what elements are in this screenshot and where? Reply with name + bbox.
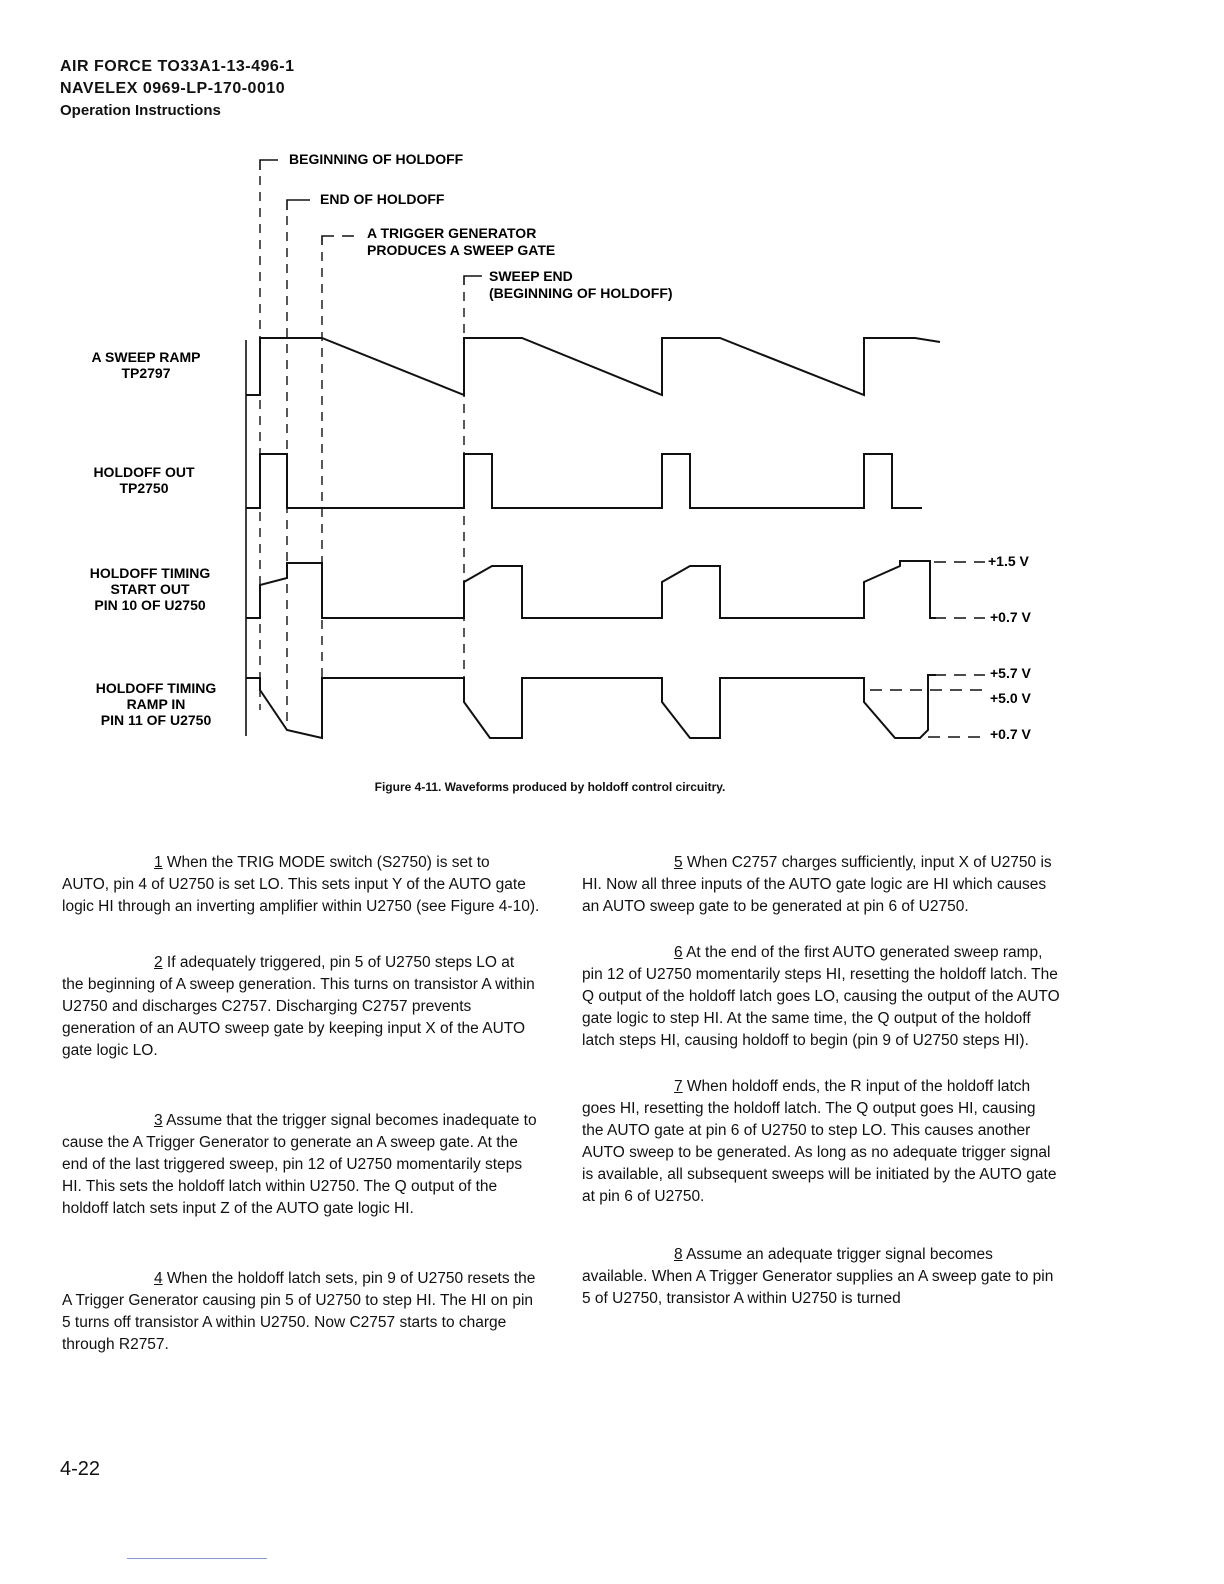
paragraph-text: Assume that the trigger signal becomes inadequate to cause the A Trigger Generator to generate an A sweep gate. At the end of the last triggered sweep, pin 12 of U2750 momentarily steps HI. This sets the holdoff latch within U2750. The Q output of the holdoff latch sets input Z of the AUTO gate logic HI. — [62, 1112, 537, 1217]
paragraph-1 — [62, 852, 540, 918]
label-holdoff-out-1: HOLDOFF OUT — [93, 464, 195, 480]
label-timing-ramp-1: HOLDOFF TIMING — [95, 680, 217, 696]
paragraph-3 — [62, 1110, 540, 1220]
callout-bracket-sweep-end — [464, 276, 482, 285]
callout-end-holdoff: END OF HOLDOFF — [320, 191, 445, 207]
paragraph-text: When the TRIG MODE switch (S2750) is set to AUTO, pin 4 of U2750 is set LO. This sets input Y of the AUTO gate logic HI through an inverting amplifier within U2750 (see Figure 4-10). — [62, 854, 540, 915]
paragraph-6 — [582, 942, 1060, 1052]
holdoff-out-waveform — [246, 454, 922, 508]
paragraph-number: 2 — [154, 954, 163, 971]
callout-sweep-end-line-1: SWEEP END — [489, 268, 573, 284]
paragraph-8 — [582, 1244, 1060, 1310]
paragraph-number: 8 — [674, 1246, 683, 1263]
callout-trigger-line-1: A TRIGGER GENERATOR — [367, 225, 537, 241]
paragraph-5 — [582, 852, 1060, 918]
label-timing-ramp-3: PIN 11 OF U2750 — [100, 712, 212, 728]
label-timing-start-1: HOLDOFF TIMING — [89, 565, 211, 581]
callout-bracket-beginning — [260, 160, 278, 170]
paragraph-text: When C2757 charges sufficiently, input X of U2750 is HI. Now all three inputs of the AUTO gate logic are HI which causes an AUTO sweep gate to be generated at pin 6 of U2750. — [582, 854, 1052, 915]
paragraph-2 — [62, 952, 540, 1062]
paragraph-number: 6 — [674, 944, 683, 961]
label-timing-ramp-2: RAMP IN — [126, 696, 186, 712]
callout-bracket-trigger — [322, 236, 354, 245]
paragraph-number: 7 — [674, 1078, 683, 1095]
header-line-2: NAVELEX 0969-LP-170-0010 — [60, 80, 286, 97]
paragraph-number: 4 — [154, 1270, 163, 1287]
figure-caption: Figure 4-11. Waveforms produced by holdoff control circuitry. — [374, 780, 726, 794]
voltage-label-2: +0.7 V — [990, 609, 1031, 625]
document-header — [60, 56, 295, 122]
paragraph-text: At the end of the first AUTO generated sweep ramp, pin 12 of U2750 momentarily steps HI, resetting the holdoff latch. The Q output of the holdoff latch goes LO, causing the output of the AUTO gate logic to step HI. At the same time, the Q output of the holdoff latch steps HI, causing holdoff to begin (pin 9 of U2750 steps HI). — [582, 944, 1060, 1049]
paragraph-number: 3 — [154, 1112, 163, 1129]
paragraph-4 — [62, 1268, 540, 1356]
timing-start-waveform — [246, 561, 936, 618]
voltage-label-5: +0.7 V — [990, 726, 1031, 742]
label-sweep-ramp-2: TP2797 — [121, 365, 171, 381]
voltage-label-4: +5.0 V — [990, 690, 1031, 706]
voltage-label-1: +1.5 V — [988, 553, 1029, 569]
callout-sweep-end-line-2: (BEGINNING OF HOLDOFF) — [489, 285, 673, 301]
left-column — [62, 852, 540, 1356]
timing-ramp-waveform — [246, 675, 936, 738]
paragraph-text: If adequately triggered, pin 5 of U2750 steps LO at the beginning of A sweep generation. This turns on transistor A within U2750 and discharges C2757. Discharging C2757 prevents generation of an AUTO sweep gate by keeping input X of the AUTO gate logic LO. — [62, 954, 535, 1059]
callout-beginning-holdoff: BEGINNING OF HOLDOFF — [289, 151, 464, 167]
page-number: 4-22 — [60, 1458, 101, 1480]
paragraph-text: When holdoff ends, the R input of the holdoff latch goes HI, resetting the holdoff latch. The Q output goes HI, causing the AUTO gate at pin 6 of U2750 to step LO. This causes another AUTO sweep to be generated. As long as no adequate trigger signal is available, all subsequent sweeps will be initiated by the AUTO gate at pin 6 of U2750. — [582, 1078, 1057, 1205]
sweep-ramp-waveform — [246, 338, 940, 395]
callout-trigger-line-2: PRODUCES A SWEEP GATE — [367, 242, 556, 258]
paragraph-number: 5 — [674, 854, 683, 871]
bottom-rule — [127, 1558, 267, 1559]
header-line-3: Operation Instructions — [60, 102, 221, 119]
paragraph-text: Assume an adequate trigger signal becomes available. When A Trigger Generator supplies an A sweep gate to pin 5 of U2750, transistor A within U2750 is turned — [582, 1246, 1054, 1307]
paragraph-text: When the holdoff latch sets, pin 9 of U2750 resets the A Trigger Generator causing pin 5 of U2750 to step HI. The HI on pin 5 turns off transistor A within U2750. Now C2757 starts to charge through R2757. — [62, 1270, 536, 1353]
voltage-label-3: +5.7 V — [990, 665, 1031, 681]
callout-bracket-end — [287, 200, 310, 210]
label-holdoff-out-2: TP2750 — [119, 480, 169, 496]
paragraph-number: 1 — [154, 854, 163, 871]
label-timing-start-2: START OUT — [110, 581, 190, 597]
label-sweep-ramp-1: A SWEEP RAMP — [91, 349, 201, 365]
label-timing-start-3: PIN 10 OF U2750 — [94, 597, 206, 613]
waveform-figure — [0, 140, 1224, 780]
right-column — [582, 852, 1060, 1310]
paragraph-7 — [582, 1076, 1060, 1208]
header-line-1: AIR FORCE TO33A1-13-496-1 — [60, 58, 295, 75]
